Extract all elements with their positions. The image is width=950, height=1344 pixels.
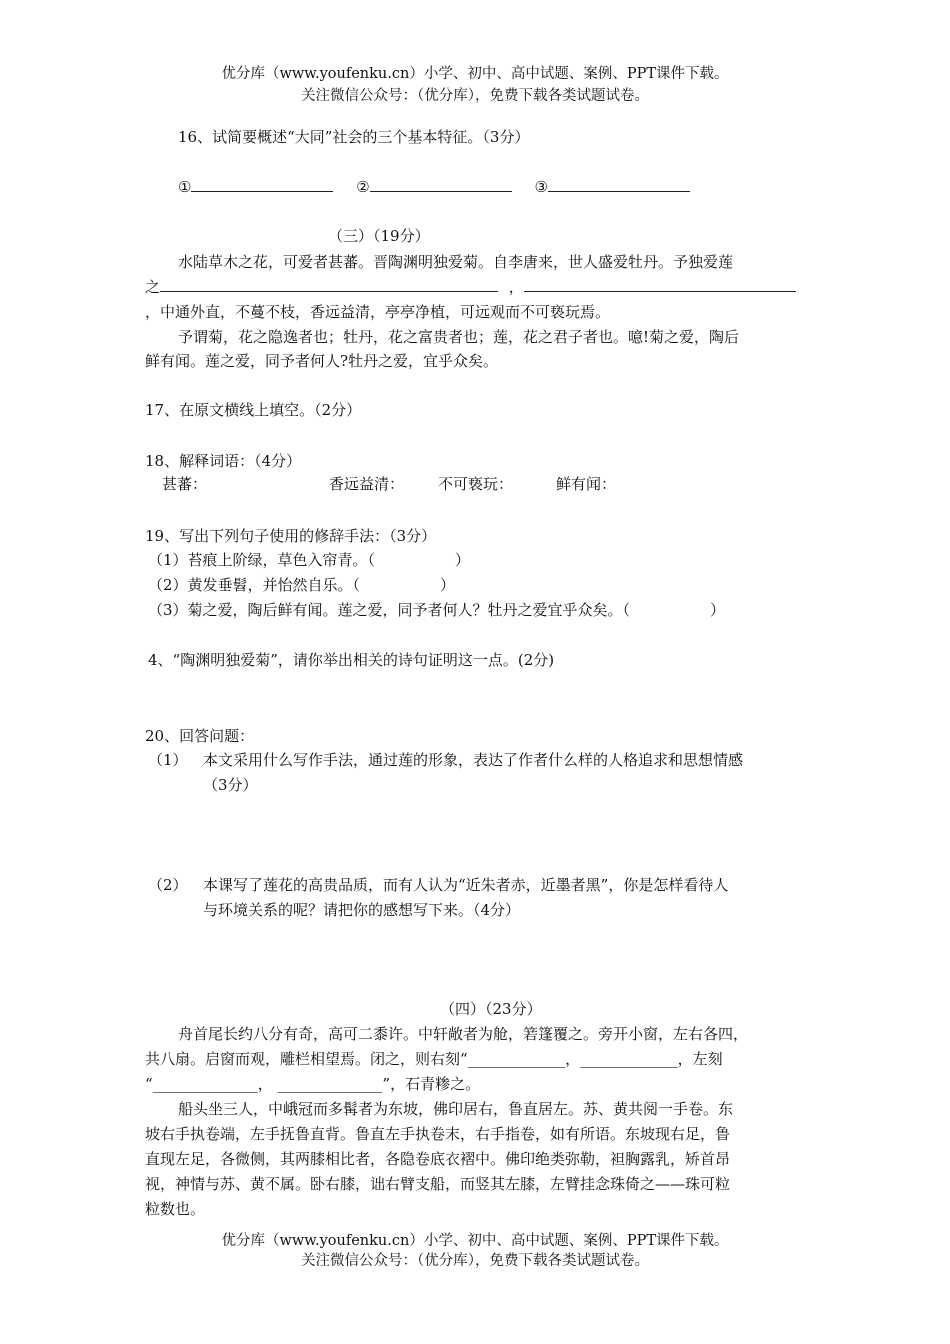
header-line-2: 关注微信公众号：（优分库），免费下载各类试题试卷。 — [301, 88, 649, 104]
q20-part-2-text: 本课写了莲花的高贵品质，而有人认为“近朱者赤，近墨者黑”，你是怎样看待人 — [203, 876, 729, 894]
blank-2-label: ② — [356, 178, 370, 196]
question-16: 16、试简要概述“大同”社会的三个基本特征。（3分） — [178, 128, 530, 146]
blank-1-label: ① — [178, 178, 192, 196]
passage-4-line-2: 共八扇。启窗而观，雕栏相望焉。闭之，则右刻“_____________，_____________，左刻 — [145, 1050, 723, 1068]
fill-blank-1[interactable] — [160, 277, 498, 292]
q20-part-2-score: 与环境关系的呢？请把你的感想写下来。（4分） — [203, 901, 521, 919]
question-17: 17、在原文横线上填空。（2分） — [145, 401, 362, 419]
footer-line-1: 优分库（www.youfenku.cn）小学、初中、高中试题、案例、PPT课件下载。 — [221, 1233, 729, 1249]
term-2: 香远益清： — [329, 475, 405, 493]
blank-3-label: ③ — [534, 178, 548, 196]
passage-3-line-4: 予谓菊，花之隐逸者也；牡丹，花之富贵者也；莲，花之君子者也。噫!菊之爱，陶后 — [178, 328, 740, 346]
q20-part-1-number: （1） — [148, 751, 188, 769]
passage-4-line-6: 直现左足，各微侧，其两膝相比者，各隐卷底衣褶中。佛印绝类弥勒，袒胸露乳，矫首昂 — [145, 1150, 731, 1168]
question-16-blanks — [178, 177, 690, 197]
passage-4-line-4: 船头坐三人，中峨冠而多髯者为东坡，佛印居右，鲁直居左。苏、黄共阅一手卷。东 — [178, 1100, 734, 1118]
question-4: 4、“陶渊明独爱菊”，请你举出相关的诗句证明这一点。(2分) — [148, 651, 555, 669]
question-18: 18、解释词语：（4分） — [145, 452, 302, 470]
q19-sentence-3-text: （3）菊之爱，陶后鲜有闻。莲之爱，同予者何人？牡丹之爱宜乎众矣。（ — [148, 601, 631, 619]
term-4: 鲜有闻： — [556, 475, 617, 493]
passage-4-line-8: 粒数也。 — [145, 1200, 206, 1218]
passage-3-line-5: 鲜有闻。莲之爱，同予者何人?牡丹之爱，宜乎众矣。 — [145, 352, 499, 370]
q20-part-1-text: 本文采用什么写作手法，通过莲的形象，表达了作者什么样的人格追求和思想情感 — [203, 751, 744, 769]
question-19: 19、写出下列句子使用的修辞手法：（3分） — [145, 527, 437, 545]
term-1: 甚蕃： — [162, 475, 208, 493]
q19-sentence-1 — [148, 550, 470, 570]
section-4-title: （四）（23分） — [440, 1000, 542, 1018]
q19-sentence-2-close: ） — [440, 576, 456, 594]
q20-part-2-number: （2） — [148, 876, 188, 894]
passage-4-line-5: 坡右手执卷端，左手抚鲁直背。鲁直左手执卷末，右手指卷，如有所语。东坡现右足，鲁 — [145, 1125, 731, 1143]
q19-sentence-3 — [148, 600, 725, 620]
q19-sentence-2 — [148, 575, 455, 595]
fill-blank-2[interactable] — [524, 277, 796, 292]
answer-blank-3[interactable] — [548, 177, 690, 192]
passage-4-line-1: 舟首尾长约八分有奇，高可二黍许。中轩敞者为舱，箬篷覆之。旁开小窗，左右各四， — [178, 1025, 749, 1043]
term-3: 不可亵玩： — [438, 475, 514, 493]
q19-sentence-2-text: （2）黄发垂髫，并怡然自乐。（ — [148, 576, 361, 594]
header-line-1: 优分库（www.youfenku.cn）小学、初中、高中试题、案例、PPT课件下载。 — [221, 66, 729, 82]
q19-sentence-1-close: ） — [455, 551, 471, 569]
footer-line-2: 关注微信公众号：（优分库），免费下载各类试题试卷。 — [301, 1253, 649, 1269]
question-20: 20、回答问题： — [145, 727, 255, 745]
passage-3-line-1: 水陆草木之花，可爱者甚蕃。晋陶渊明独爱菊。自李唐来，世人盛爱牡丹。予独爱莲 — [178, 253, 734, 271]
q19-sentence-1-text: （1）苔痕上阶绿，草色入帘青。（ — [148, 551, 376, 569]
section-3-title: （三）（19分） — [328, 227, 430, 245]
q20-part-1-score: （3分） — [203, 776, 258, 794]
passage-4-line-7: 视，神情与苏、黄不属。卧右膝，诎右臂支船，而竖其左膝，左臂挂念珠倚之——珠可粒 — [145, 1175, 731, 1193]
passage-3-comma: ， — [508, 278, 524, 296]
passage-3-line-3: ，中通外直，不蔓不枝，香远益清，亭亭净植，可远观而不可亵玩焉。 — [145, 303, 611, 321]
passage-4-line-3: “______________， ______________”，石青糁之。 — [145, 1075, 481, 1093]
answer-blank-1[interactable] — [191, 177, 333, 192]
passage-3-line-2 — [145, 277, 796, 297]
passage-3-zhi: 之 — [145, 278, 161, 296]
q19-sentence-3-close: ） — [710, 601, 726, 619]
answer-blank-2[interactable] — [370, 177, 512, 192]
